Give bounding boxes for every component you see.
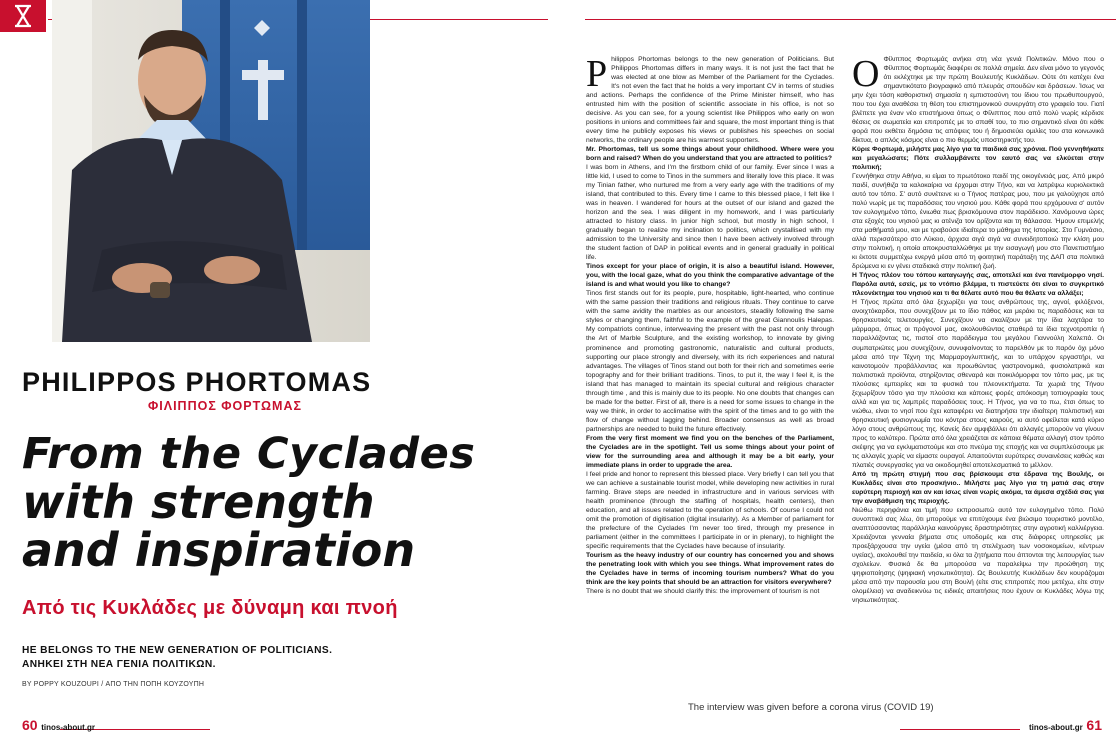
answer-3-greek: Νιώθω περηφάνια και τιμή που εκπροσωπώ αυτό τον ευλογημένο τόπο. Πολύ συνοπτικά σας λέω, ότι μπορούμε να επιτύχουμε ένα βιώσιμο τουριστικό μοντέλο, αναπτύσσοντας παράλληλα καινούργιες δραστηριότητες στην αγροτική καλλιέργεια. Χρειάζονται γενναία βήματα στις υποδομές και στις διάφορες υπηρεσίες με προεξάρχουσα την υγεία (μέσα από τη στελέχωση των νοσοκομείων, κέντρων υγείας), ακολουθεί την παιδεία, κι όλα τα ζητήματα που άπτονται της λειτουργίας των σχολείων. Φυσικά δε θα μπορούσα να παραλείψω την προώθηση της ψηφιοποίησης (ψηφιακή νησιωτικότητα). Ως Βουλευτής Κυκλάδων δεν κουράζομαι μέσα από την παρουσία μου στη Βουλή (είτε στις επιτροπές που μετέχω, είτε στην ολομέλεια) να αναδεικνύω τις ειδικές απαιτήσεις που έχουν οι Κυκλάδες λόγω της νησιωτικότητας. <box>852 506 1104 604</box>
dropcap-english: P <box>586 55 608 95</box>
question-3-greek: Από τη πρώτη στιγμή που σας βρίσκουμε στα έδρανα της Βουλής, οι Κυκλάδες είναι στο προσκήνιο.. Μιλήστε μας λίγο για τη ματιά σας στην ευρύτερη περιοχή και αν και ίσως είναι νωρίς ακόμα, τα άμεσα σχέδιά σας για την αναβάθμιση της περιοχής. <box>852 470 1104 505</box>
article-subtitle-greek: Από τις Κυκλάδες με δύναμη και πνοή <box>22 597 398 619</box>
answer-2-greek: Η Τήνος πρώτα από όλα ξεχωρίζει για τους ανθρώπους της, αγνοί, φιλόξενοι, ανοιχτόκαρδοι, που συνεχίζουν με το ίδιο πάθος και μεράκι τις παραδόσεις και τα θρησκευτικές τελετουργίες. Συνεχίζουν να σκαλίζουν με την ίδια λαχτάρα το μάρμαρα, όπως οι πρόγονοί μας, ακολουθώντας σταθερά τα ίδια τεχνοτροπία ή παραλλάζοντας τις, πιστοί στο παράδειγμα του μεγάλου Γιαννούλη Χαλεπά. Οι συμπατριώτες μου συνεχίζουν, συνυφαίνοντας το παρελθόν με το παρόν όχι μόνο μέσα από την Τέχνη της Μαρμαρογλυπτικής, και το υπάρχον εργαστήρι, να καινοτομούν προβάλλοντας και προωθώντας γαστρονομικά, φυσιολατρικά και πολιτιστικά προϊόντα, στηρίζοντας σθεναρά και ποικιλόμορφα τον τόπο μας, με τις πλούσιες εμπειρίες και τα φυσικά του πλεονεκτήματα. Τα χωριά της Τήνου ξεχωρίζουν τόσο για την πλούσια και κάποιες φορές απόκοσμη τοπιογραφία τους αλλά και για τις λαμπρές παραδόσεις τους. Η Τήνος, για να το πω, έτσι όπως το νιώθω, είναι το νησί που έχει καταφέρει να διατηρήσει την ιδιαίτερη πολιτιστική και θρησκευτική φυσιογνωμία του κόντρα στους καιρούς, κι αυτό οφείλεται κατά κύριο λόγο στους ανθρώπους της. Κανείς δεν αμφιβάλλει ότι αλλαγές μπορούν να γίνουν προς το καλύτερο. Πρώτα από όλα χρειάζεται σε κάποια θέματα αλλαγή στον τρόπο σκέψης για να εγκλιματιστούμε και στο πνεύμα της εποχής και να συμπλεύσουμε με τις αλλαγές χωρίς να είμαστε ουραγοί. Απαιτούνται ευρύτερες συναινέσεις καθώς και πλατιές συνεργασίες για να οικοδομηθεί αποτελεσματικά το μέλλον. <box>852 299 1104 469</box>
question-4: Tourism as the heavy industry of our country has concerned you and shows the penetrating look with which you see things. What improvement rates do the Cyclades have in terms of incoming tourism numbers? What do you think are the key points that should be an attraction for visitors everywhere? <box>586 551 834 586</box>
byline: BY POPPY KOUZOUPI / ΑΠΟ ΤΗΝ ΠΟΠΗ ΚΟΥΖΟΥΠΗ <box>22 681 205 688</box>
site-url-left[interactable]: tinos-about.gr <box>41 723 95 732</box>
dropcap-greek: Ο <box>852 55 880 95</box>
person-name-greek: ΦΙΛΙΠΠΟΣ ΦΟΡΤΩΜΑΣ <box>148 399 302 413</box>
article-column-greek <box>852 55 1104 715</box>
title-line-1: From the Cyclades <box>22 429 476 479</box>
page-number-right: tinos-about.gr 61 <box>1029 717 1102 733</box>
portrait-photo <box>52 0 370 342</box>
article-column-english <box>586 55 834 715</box>
question-1-greek: Κύριε Φορτωμά, μιλήστε μας λίγο για τα παιδικά σας χρόνια. Πού γεννηθήκατε και μεγαλώσατε; Πότε συλλαμβάνετε τον εαυτό σας να ελκύεται στην πολιτική; <box>852 146 1104 172</box>
answer-1: I was born in Athens, and I'm the firstborn child of our family. Ever since I was a little kid, I used to come to Tinos in the summers and literally love this place. It was my Tinian father, who nurtured me from a very early age with the traditions of my island, that contributed to this. Every time I came to this blessed place, I felt like I was in heaven. I wandered for hours at the outset of our island and gazed the horizon and the sea. I was diligent in my homework, and I was particularly attracted to history class. In junior high school, but mostly in high school, I gradually began to realize my inclination to politics, which crystallised with my admission to the University and since then I have been actively involved through the student faction of DAP in political events and in general gradually in political life. <box>586 164 834 262</box>
page-number-left: 60 tinos-about.gr <box>22 717 95 733</box>
answer-3: I feel pride and honor to represent this blessed place. Very briefly I can tell you that we can achieve a sustainable tourist model, while developing new activities in rural farming. Brave steps are needed in infrastructure and in various services with health prominence (through the staffing of hospitals, health centers), then education, and all issues related to the operation of schools. Of course I could not omit the promotion of digitisation (digital insularity). As a Member of parliament for the prefecture of the Cyclades I'm never too tired, through my presence in parliament (either in the committees I participate in or in plenary), to highlight the specific requirements that the Cyclades have because of insularity. <box>586 470 834 550</box>
title-line-2: with strength <box>22 474 375 529</box>
answer-1-greek: Γεννήθηκα στην Αθήνα, κι είμαι το πρωτότοκο παιδί της οικογένειάς μας. Από μικρό παιδί, συνήθιζα τα καλοκαίρια να έρχομαι στην Τήνο, και να λατρέψω κυριολεκτικά αυτό τον τόπο. Σ' αυτό συνέτεινε κι ο Τήνιος πατέρας μου, που με γαλούχησε από πολύ νωρίς με τις παραδόσεις του νησιού μου. Κάθε φορά που ερχόμουνα σ' αυτόν τον ευλογημένο τόπο, ένιωθα πως βρισκόμουνα στον παράδεισο. Χανόμουνα ώρες στα εξοχές του νησιού μας κι ατένιζα τον ορίζοντα και τη θάλασσα. Ήμουν επιμελής στα μαθήματά μου, και με τραβούσε ιδιαίτερα το μάθημα της Ιστορίας. Στο Γυμνάσιο, αλλά περισσότερο στο Λύκειο, άρχισα σιγά σιγά να συνειδητοποιώ την κλίση μου στην πολιτική, η οποία αποκρυσταλλώθηκε με την εισαγωγή μου στο Πανεπιστήμιο κι έκτοτε συμμετέχω ενεργά μέσα από τη φοιτητική παράταξη της ΔΑΠ στα πολιτικά δρώμενα κι εν γένει σταδιακά στην πολιτική ζωή. <box>852 173 1104 271</box>
question-2-greek: Η Τήνος πλέον του τόπου καταγωγής σας, αποτελεί και ένα πανέμορφο νησί. Παρόλα αυτά, εσείς, με το ντόπιο βλέμμα, τι πιστεύετε ότι είναι το συγκριτικό πλεονέκτημα του νησιού και τι θα θέλατε αυτό που θα θέλατε να αλλάξει; <box>852 272 1104 298</box>
footer-rule-right <box>900 729 1020 730</box>
site-url-right[interactable]: tinos-about.gr <box>1029 723 1083 732</box>
answer-4: There is no doubt that we should clarify this: the improvement of tourism is not <box>586 587 820 595</box>
answer-2: Tinos first stands out for its people, pure, hospitable, light-hearted, who continue with the same passion their traditions and religious rituals. They continue to carve with the same avidity the marbles as our ancestors, steadily following the same styles or changing them, faithful to the example of the great Giannoulis Halepas. My compatriots continue, interweaving the present with the past not only through the Art of Marble Sculpture, and the existing workshop, to innovate by giving prominence and promoting gastronomic, naturalistic and cultural products, supporting our place strongly and diversely, with its rich experiences and natural advantages. The villages of Tinos stand out both for their rich and sometimes eerie topography and for their brilliant traditions. Tinos, to put it, the way I feel it, is the island that has managed to maintain its special cultural and religious character through time , and this is mainly due to its people. No one doubts that changes can be made for the better. First of all, there is a need for some issues to change in the way we think, in order to acclimatise with the spirit of the times and to go with the flow of change without lagging behind. Broader consensus as well as broad partnerships are needed to build the future effectively. <box>586 290 834 433</box>
lead-text <box>22 644 332 672</box>
magazine-logo <box>0 0 46 32</box>
question-1: Mr. Phortomas, tell us some things about your childhood. Where were you born and raised? When do you understand that you are attracted to politics? <box>586 146 834 163</box>
intro-english: hilippos Phortomas belongs to the new generation of Politicians. But Philippos Phortomas differs in many ways. It is not just the fact that he was elected at one blow as Member of the Parliament for the Cyclades. It's not even the fact that he holds a very important CV in terms of studies and actions. Perhaps the confidence of the Prime Minister himself, who has entrusted him with the position of scientific associate in his office, is not so decisive. As you can see, for a young scientist like Philippos who early on won positions in unions and committees fair and square, the most important thing is that every time he publicly exposes his views or publishes his speeches on social networks, the ordinary people are his warmest supporters. <box>586 56 834 145</box>
question-3: From the very first moment we find you on the benches of the Parliament, the Cyclades are in the spotlight. Tell us some things about your point of view for the surrounding area and although it may be a bit early, your immediate plans in order to upgrade the area. <box>586 434 834 469</box>
person-name: PHILIPPOS PHORTOMAS <box>22 367 372 397</box>
header-rule-right <box>585 19 1116 20</box>
hourglass-icon <box>12 4 34 28</box>
lead-english: HE BELONGS TO THE NEW GENERATION OF POLITICIANS. <box>22 645 333 656</box>
article-title <box>22 429 542 578</box>
title-line-3: and inspiration <box>22 523 416 578</box>
lead-greek: ΑΝΗΚΕΙ ΣΤΗ ΝΕΑ ΓΕΝΙΑ ΠΟΛΙΤΙΚΩΝ. <box>22 659 216 670</box>
intro-greek: Φίλιππος Φορτωμάς ανήκει στη νέα γενιά Πολιτικών. Μόνο που ο Φίλιππος Φορτωμάς διαφέρει σε πολλά σημεία. Δεν είναι μόνο το γεγονός ότι εκλέχτηκε με την πρώτη Βουλευτής Κυκλάδων. Ούτε ότι κατέχει ένα σημαντικότατο βιογραφικό από πλευράς σπουδών και δράσεων. Ίσως να μην έχει τόση καθοριστική σημασία η εμπιστοσύνη του ίδιου του πρωθυπουργού, που του έχει αναθέσει τη θέση του επιστημονικού συνεργάτη στο γραφείο του. Γιατί βλέπετε για έναν νέο επιστήμονα όπως ο Φίλιππος που από πολύ νωρίς κέρδισε θέσεις σε σωματεία και επιτροπές με το σπαθί του, το πιο σημαντικό είναι ότι κάθε φορά που εκθέτει δημόσια τις απόψεις του ή δημοσιεύει ομιλίες του στα κοινωνικά δίκτυα, ο απλός κόσμος είναι ο πιο θερμός υποστηρικτής του. <box>852 56 1104 145</box>
interview-footnote: The interview was given before a corona virus (COVID 19) <box>688 702 934 713</box>
question-2: Tinos except for your place of origin, it is also a beautiful island. However, you, with the local gaze, what do you think the comparative advantage of the island is and what would you like to change? <box>586 263 834 289</box>
